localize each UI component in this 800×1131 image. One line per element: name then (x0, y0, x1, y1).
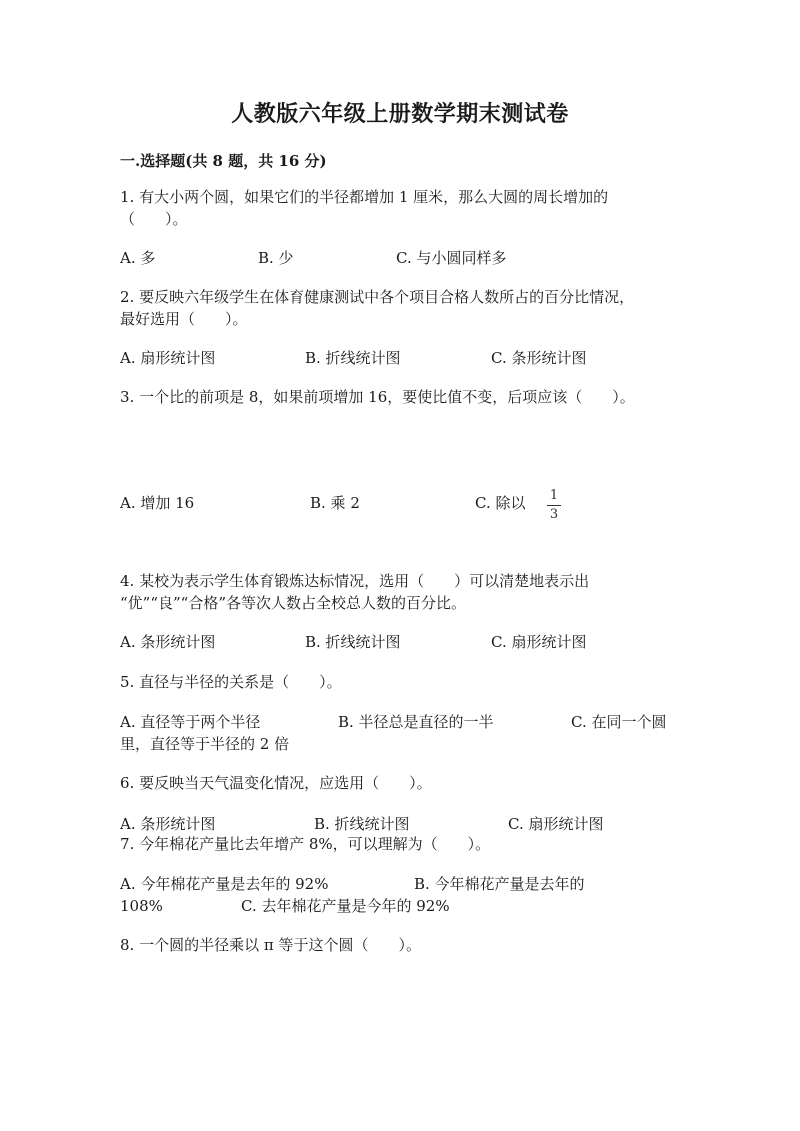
question-6-text: 6. 要反映当天气温变化情况，应选用（ ）。 (120, 774, 432, 792)
question-3-option-a: A. 增加 16 (120, 494, 195, 512)
question-5-option-a: A. 直径等于两个半径 (120, 713, 261, 731)
question-1-option-c: C. 与小圆同样多 (396, 249, 507, 267)
fraction-denominator: 3 (549, 507, 559, 522)
fraction-bar (547, 505, 561, 506)
question-7-text: 7. 今年棉花产量比去年增产 8%，可以理解为（ ）。 (120, 835, 491, 853)
question-2-option-a: A. 扇形统计图 (120, 349, 216, 367)
question-2-text-cont: 最好选用（ ）。 (120, 310, 248, 328)
question-8-text: 8. 一个圆的半径乘以 π 等于这个圆（ ）。 (120, 936, 421, 954)
fraction-numerator: 1 (549, 488, 559, 503)
question-4-option-a: A. 条形统计图 (120, 633, 216, 651)
question-2-option-b: B. 折线统计图 (305, 349, 401, 367)
question-3-text: 3. 一个比的前项是 8，如果前项增加 16，要使比值不变，后项应该（ ）。 (120, 388, 635, 406)
question-2-text: 2. 要反映六年级学生在体育健康测试中各个项目合格人数所占的百分比情况， (120, 288, 635, 306)
question-5-option-b: B. 半径总是直径的一半 (338, 713, 494, 731)
question-7-option-b-cont: 108% (120, 897, 163, 915)
question-5-option-c: C. 在同一个圆 (571, 713, 667, 731)
question-4-text: 4. 某校为表示学生体育锻炼达标情况，选用（ ）可以清楚地表示出 (120, 572, 590, 590)
fraction-one-third (547, 489, 561, 522)
page-title: 人教版六年级上册数学期末测试卷 (231, 101, 569, 127)
question-1-text: 1. 有大小两个圆，如果它们的半径都增加 1 厘米，那么大圆的周长增加的 (120, 188, 609, 206)
question-2-option-c: C. 条形统计图 (491, 349, 587, 367)
question-7-option-c: C. 去年棉花产量是今年的 92% (241, 897, 450, 915)
question-7-option-a: A. 今年棉花产量是去年的 92% (120, 875, 329, 893)
question-6-option-b: B. 折线统计图 (314, 815, 410, 833)
question-1-text-cont: （ ）。 (120, 210, 188, 228)
question-3-option-b: B. 乘 2 (310, 494, 360, 512)
question-5-text: 5. 直径与半径的关系是（ ）。 (120, 673, 342, 691)
question-1-option-b: B. 少 (258, 249, 294, 267)
question-4-option-b: B. 折线统计图 (305, 633, 401, 651)
question-5-option-c-cont: 里，直径等于半径的 2 倍 (120, 735, 290, 753)
question-4-option-c: C. 扇形统计图 (491, 633, 587, 651)
question-4-text-cont: “优”“良”“合格”各等次人数占全校总人数的百分比。 (120, 594, 467, 612)
question-6-option-a: A. 条形统计图 (120, 815, 216, 833)
section-heading: 一.选择题(共 8 题，共 16 分) (120, 152, 327, 170)
question-1-option-a: A. 多 (120, 249, 156, 267)
question-3-option-c: C. 除以 (475, 494, 526, 512)
question-6-option-c: C. 扇形统计图 (508, 815, 604, 833)
question-7-option-b: B. 今年棉花产量是去年的 (414, 875, 585, 893)
